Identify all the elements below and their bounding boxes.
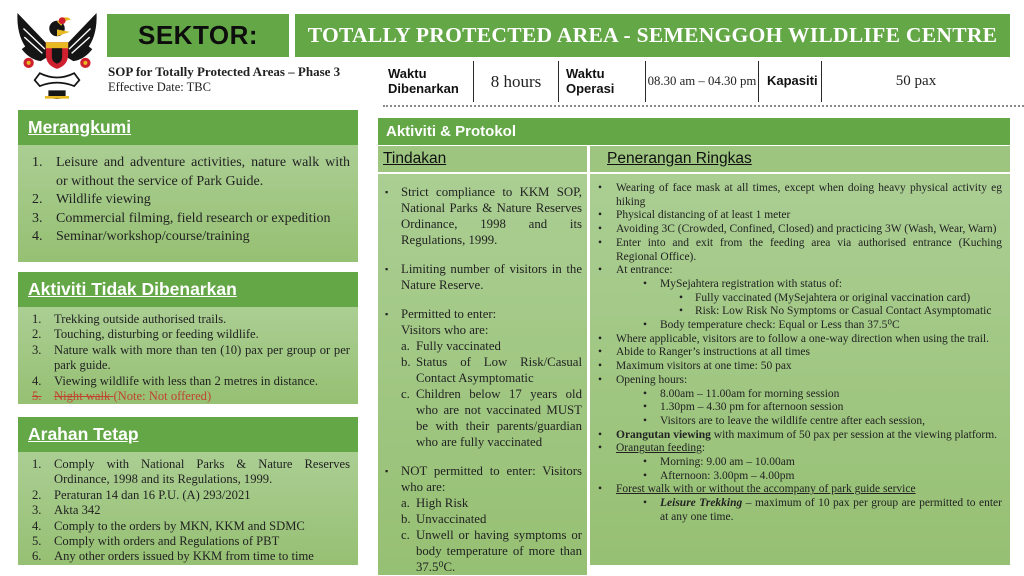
list-item: ▪ Permitted to enter: bbox=[385, 307, 497, 321]
list-item: 3. Commercial filming, field research or expedition bbox=[32, 210, 331, 226]
list-item: • Where applicable, visitors are to follow a one-way direction when using the trail. bbox=[598, 332, 989, 345]
list-item: 2. Wildlife viewing bbox=[32, 192, 151, 208]
info-label-kapasiti: Kapasiti bbox=[767, 73, 818, 89]
section-header bbox=[18, 272, 358, 307]
list-item: • Opening hours: bbox=[598, 373, 688, 386]
sarawak-crest-logo bbox=[14, 5, 100, 107]
sektor-label: SEKTOR: bbox=[137, 20, 259, 50]
section-title: Aktiviti Tidak Dibenarkan bbox=[28, 279, 237, 299]
list-item: • 8.00am – 11.00am for morning session bbox=[643, 387, 840, 400]
section-title: Arahan Tetap bbox=[28, 424, 139, 444]
list-item: a. High Risk bbox=[401, 496, 469, 510]
list-item: • Morning: 9.00 am – 10.00am bbox=[643, 456, 795, 469]
sop-block bbox=[108, 64, 340, 95]
list-item: • Fully vaccinated (MySejahtera or original vaccination card) bbox=[679, 291, 971, 304]
list-item: • Body temperature check: Equal or Less than 37.5⁰C bbox=[643, 319, 900, 332]
list-item: • Leisure Trekking – maximum of 10 pax per group are permitted to enter at any one time. bbox=[643, 497, 1002, 523]
page-title: TOTALLY PROTECTED AREA - SEMENGGOH WILDLIFE CENTRE bbox=[307, 23, 998, 47]
list-item: 1. Leisure and adventure activities, nature walk with or without the service of Park Guide. bbox=[32, 155, 350, 189]
list-item: • MySejahtera registration with status of: bbox=[643, 277, 843, 290]
list-item: • Risk: Low Risk No Symptoms or Casual Contact Asymptomatic bbox=[679, 305, 992, 318]
column-body bbox=[378, 174, 587, 575]
dashed-separator bbox=[383, 105, 1024, 107]
list-item: 5. Comply with orders and Regulations of PBT bbox=[32, 534, 280, 549]
column-header bbox=[590, 146, 1010, 174]
list-item: • 1.30pm – 4.30 pm for afternoon session bbox=[643, 401, 844, 414]
column-header bbox=[378, 146, 587, 174]
section-header bbox=[18, 417, 358, 452]
info-strip bbox=[388, 59, 1010, 104]
section-aktiviti-tidak-dibenarkan bbox=[18, 272, 358, 404]
list-item: • Forest walk with or without the accompany of park guide service bbox=[598, 483, 916, 496]
protocol-columns bbox=[378, 146, 1010, 574]
list-item: • Visitors are to leave the wildlife centre after each session, bbox=[643, 414, 925, 427]
list-item: • Afternoon: 3.00pm – 4.00pm bbox=[643, 469, 795, 482]
list-item: • Wearing of face mask at all times, except when doing heavy physical activity eg hiking bbox=[598, 182, 1002, 208]
list-item: 3. Akta 342 bbox=[32, 503, 101, 518]
list-item: b. Unvaccinated bbox=[401, 512, 487, 526]
list-item: 2. Touching, disturbing or feeding wildlife. bbox=[32, 327, 259, 342]
list-item: 2. Peraturan 14 dan 16 P.U. (A) 293/2021 bbox=[32, 487, 251, 502]
section-arahan-tetap bbox=[18, 417, 358, 565]
list-item: 3. Nature walk with more than ten (10) pax per group or per park guide. bbox=[32, 342, 350, 373]
info-label-waktu-dibenarkan: Waktu Dibenarkan bbox=[388, 65, 459, 96]
sop-title: SOP for Totally Protected Areas – Phase 3 bbox=[108, 64, 341, 79]
info-label-waktu-operasi: Waktu Operasi bbox=[566, 65, 615, 96]
column-title: Penerangan Ringkas bbox=[607, 150, 752, 167]
title-bar bbox=[295, 14, 1010, 57]
column-penerangan-ringkas bbox=[590, 146, 1010, 565]
section-body bbox=[18, 307, 358, 404]
info-value-capacity: 50 pax bbox=[895, 73, 937, 89]
list-item: c. Unwell or having symptoms or body temperature of more than 37.5⁰C. bbox=[401, 528, 582, 574]
list-item: Visitors who are: bbox=[401, 323, 489, 337]
list-item: • Enter into and exit from the feeding area via authorised entrance (Kuching Regional Office). bbox=[598, 236, 1002, 263]
list-item: 1. Comply with National Parks & Nature Reserves Ordinance, 1998 and its Regulations, 1999. bbox=[32, 457, 350, 487]
section-body bbox=[18, 145, 358, 262]
protocol-header-bar bbox=[378, 118, 1010, 145]
sop-effective-date: Effective Date: TBC bbox=[108, 79, 211, 94]
section-title: Merangkumi bbox=[28, 117, 132, 137]
list-item: • Orangutan feeding: bbox=[598, 442, 706, 455]
list-item: • Avoiding 3C (Crowded, Confined, Closed) and practicing 3W (Wash, Wear, Warn) bbox=[598, 223, 997, 236]
column-tindakan bbox=[378, 146, 587, 574]
list-item: • Physical distancing of at least 1 meter bbox=[598, 209, 791, 222]
list-item: • Maximum visitors at one time: 50 pax bbox=[598, 360, 792, 373]
protocol-title: Aktiviti & Protokol bbox=[386, 123, 517, 140]
list-item: b. Status of Low Risk/Casual Contact Asymptomatic bbox=[401, 355, 582, 385]
list-item: • At entrance: bbox=[598, 264, 673, 277]
list-item: 4. Viewing wildlife with less than 2 metres in distance. bbox=[32, 373, 319, 388]
list-item: 5. Night walk (Note: Not offered) bbox=[32, 389, 212, 404]
column-body bbox=[590, 174, 1010, 565]
list-item: a. Fully vaccinated bbox=[401, 339, 501, 353]
section-header bbox=[18, 110, 358, 145]
column-title: Tindakan bbox=[383, 150, 447, 167]
list-item: c. Children below 17 years old who are not vaccinated MUST be with their parents/guardian who are fully vaccinated bbox=[401, 387, 582, 449]
list-item: 1. Trekking outside authorised trails. bbox=[32, 312, 227, 326]
info-value-operating-hours: 08.30 am – 04.30 pm bbox=[647, 74, 757, 88]
list-item: 6. Any other orders issued by KKM from time to time bbox=[32, 549, 314, 564]
list-item: 4. Comply to the orders by MKN, KKM and SDMC bbox=[32, 518, 305, 533]
list-item: 4. Seminar/workshop/course/training bbox=[32, 229, 250, 245]
list-item: ▪ Limiting number of visitors in the Nature Reserve. bbox=[385, 262, 582, 292]
list-item: ▪ NOT permitted to enter: Visitors who are: bbox=[385, 464, 582, 494]
section-merangkumi bbox=[18, 110, 358, 262]
info-value-hours: 8 hours bbox=[490, 71, 542, 91]
list-item: • Abide to Ranger’s instructions at all times bbox=[598, 346, 810, 359]
sektor-bar bbox=[107, 14, 289, 57]
list-item: • Orangutan viewing with maximum of 50 pax per session at the viewing platform. bbox=[598, 428, 998, 441]
list-item: ▪ Strict compliance to KKM SOP, National Parks & Nature Reserves Ordinance, 1998 and its Regulations, 1999. bbox=[385, 185, 582, 247]
section-body bbox=[18, 452, 358, 565]
